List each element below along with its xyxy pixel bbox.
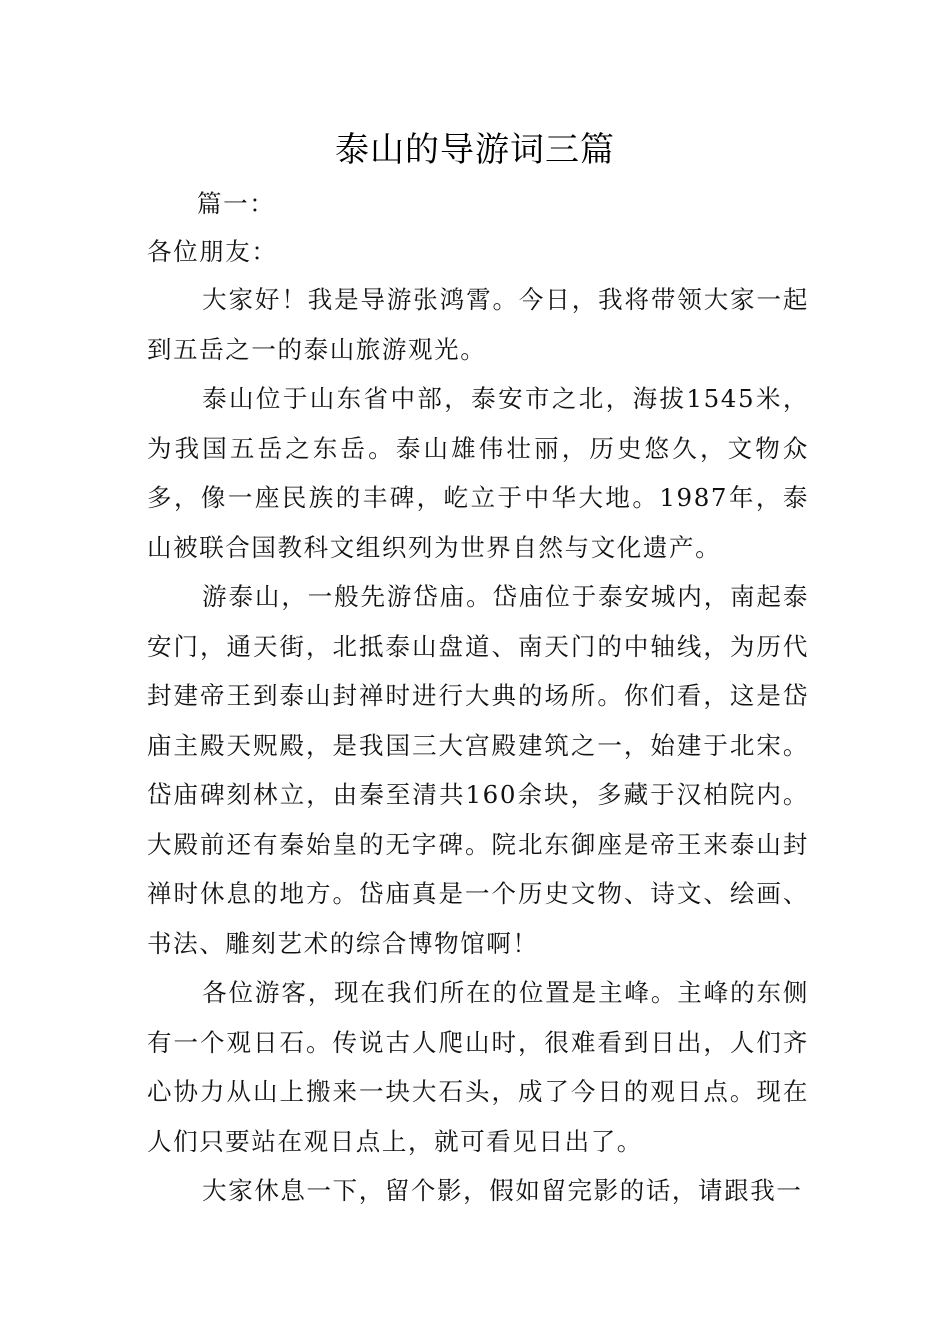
paragraph: 泰山位于山东省中部，泰安市之北，海拔1545米，为我国五岳之东岳。泰山雄伟壮丽，历史悠久，文物众多，像一座民族的丰碑，屹立于中华大地。1987年，泰山被联合国教科文组织列为世界自然与文化遗产。 xyxy=(147,384,809,562)
greeting-line: 各位朋友： xyxy=(147,237,278,266)
paragraph: 大家好！我是导游张鸿霄。今日，我将带领大家一起到五岳之一的泰山旅游观光。 xyxy=(147,285,809,364)
paragraph: 大家休息一下，留个影，假如留完影的话，请跟我一 xyxy=(202,1176,803,1205)
paragraph: 游泰山，一般先游岱庙。岱庙位于泰安城内，南起泰安门，通天街，北抵泰山盘道、南天门的中轴线，为历代封建帝王到泰山封禅时进行大典的场所。你们看，这是岱庙主殿天贶殿，是我国三大宫殿建筑之一，始建于北宋。岱庙碑刻林立，由秦至清共160余块，多藏于汉柏院内。大殿前还有秦始皇的无字碑。院北东御座是帝王来泰山封禅时休息的地方。岱庙真是一个历史文物、诗文、绘画、书法、雕刻艺术的综合博物馆啊！ xyxy=(147,582,809,958)
section-heading: 篇一： xyxy=(197,189,276,218)
document-title: 泰山的导游词三篇 xyxy=(335,130,615,170)
paragraph: 各位游客，现在我们所在的位置是主峰。主峰的东侧有一个观日石。传说古人爬山时，很难看到日出，人们齐心协力从山上搬来一块大石头，成了今日的观日点。现在人们只要站在观日点上，就可看见日出了。 xyxy=(147,978,809,1156)
document-body xyxy=(147,275,809,1216)
